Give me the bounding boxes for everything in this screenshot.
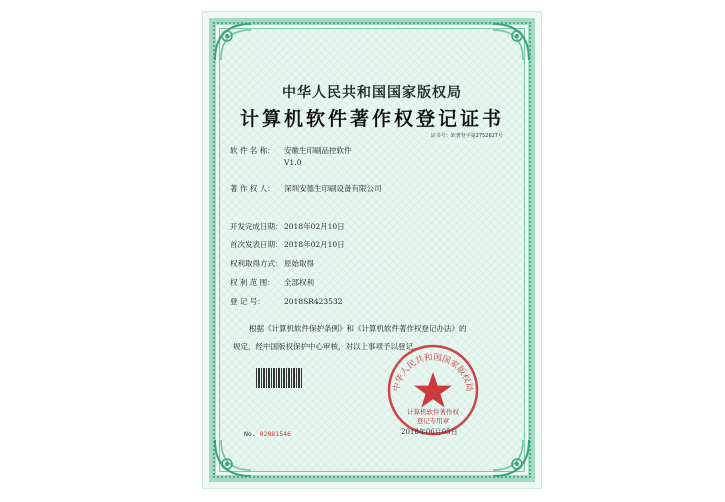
corner-ornament-icon (213, 22, 253, 62)
reg-row (230, 296, 343, 307)
seal-caption-line-2: 登记专用章 (416, 417, 450, 425)
acquire-row (230, 258, 314, 269)
issuer-title: 中华人民共和国国家版权局 (282, 85, 462, 101)
scope-label: 权 利 范 围： (230, 278, 275, 287)
serial-number (244, 430, 291, 438)
seal-top-text: 中华人民共和国国家版权局 (391, 352, 475, 393)
notice-line-2: 规定，经中国版权保护中心审核，对以上事项予以登记。 (233, 342, 421, 351)
serial-label: No. (244, 430, 256, 438)
pub-date-row (230, 239, 345, 250)
owner-value: 深圳安德生印刷设备有限公司 (284, 184, 382, 193)
serial-value: 02881546 (259, 430, 291, 438)
seal-caption-line-1: 计算机软件著作权 (407, 408, 459, 416)
software-name-value: 安徽生印刷品控软件 (284, 146, 352, 155)
software-version: V1.0 (284, 158, 302, 167)
dev-date-value: 2018年02月10日 (284, 222, 345, 231)
acquire-value: 原始取得 (284, 259, 314, 268)
reg-value: 2018SR423532 (284, 297, 343, 306)
issue-date: 2018年06月05日 (401, 428, 458, 436)
scope-value: 全部权利 (284, 278, 314, 287)
owner-row (230, 183, 382, 194)
dev-date-row (230, 221, 345, 232)
notice-line-1: 根据《计算机软件保护条例》和《计算机软件著作权登记办法》的 (249, 324, 467, 333)
certificate-number: 证书号：软著登字第2752627号 (430, 133, 503, 139)
owner-label: 著 作 权 人： (230, 184, 275, 193)
corner-ornament-icon (213, 438, 253, 478)
corner-ornament-icon (491, 438, 531, 478)
barcode (256, 368, 302, 388)
software-name-row (230, 145, 352, 156)
reg-label: 登 记 号： (230, 297, 265, 306)
certificate-title: 计算机软件著作权登记证书 (239, 108, 504, 130)
software-name-label: 软 件 名 称： (230, 146, 275, 155)
scope-row (230, 277, 314, 288)
pub-date-label: 首次发表日期： (230, 240, 283, 249)
pub-date-value: 2018年02月10日 (284, 240, 345, 249)
acquire-label: 权利取得方式： (230, 259, 283, 268)
certificate-document (203, 12, 541, 488)
dev-date-label: 开发完成日期： (230, 222, 283, 231)
corner-ornament-icon (491, 22, 531, 62)
